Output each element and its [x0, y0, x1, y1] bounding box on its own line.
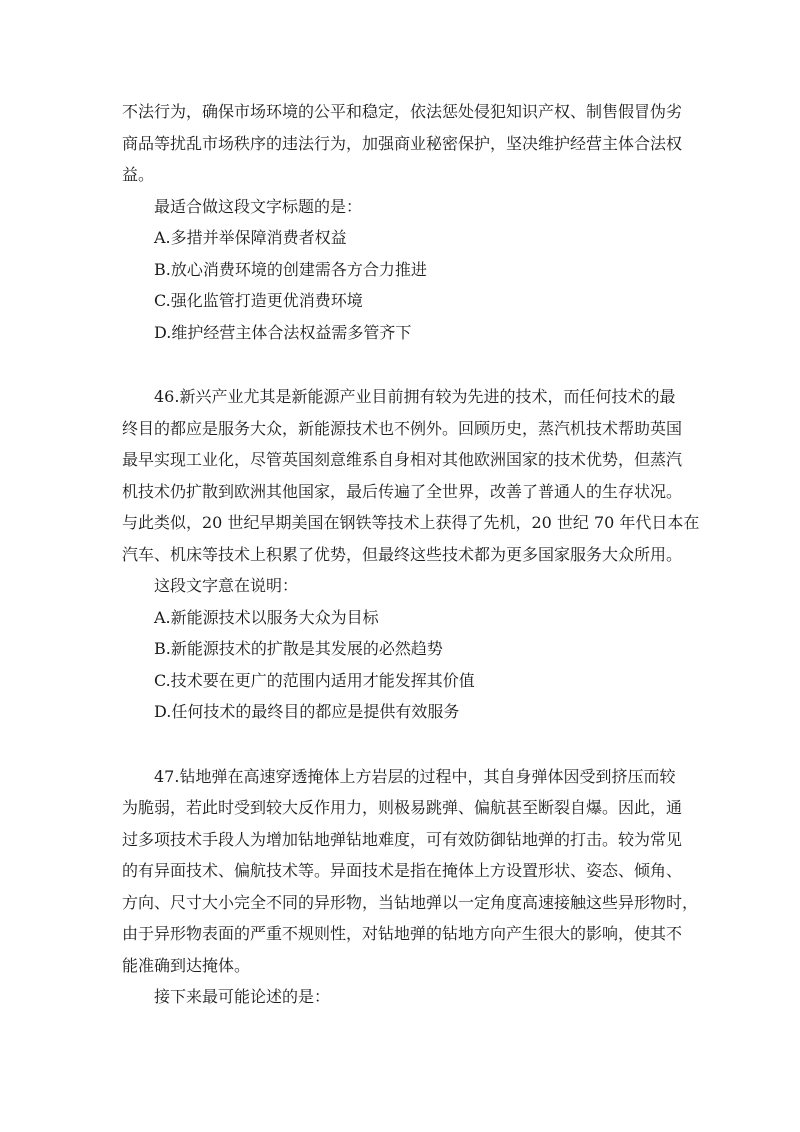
option-b: B.放心消费环境的创建需各方合力推进 [154, 259, 427, 279]
passage-line: 由于异形物表面的严重不规则性，对钻地弹的钻地方向产生很大的影响，使其不 [122, 924, 683, 943]
passage-line: 方向、尺寸大小完全不同的异形物，当钻地弹以一定角度高速接触这些异形物时， [122, 892, 699, 912]
spacer [122, 728, 690, 761]
passage-line: 机技术仍扩散到欧洲其他国家，最后传遍了全世界，改善了普通人的生存状况。 [122, 481, 683, 501]
passage-line: 益。 [122, 165, 155, 184]
question-47-block [122, 761, 699, 1013]
passage-line: 商品等扰乱市场秩序的违法行为，加强商业秘密保护，坚决维护经营主体合法权 [122, 133, 683, 153]
spacer [122, 348, 690, 381]
question-46-block [122, 381, 700, 728]
passage-line: 的有异面技术、偏航技术等。异面技术是指在掩体上方设置形状、姿态、倾角、 [122, 861, 683, 880]
question-prompt: 最适合做这段文字标题的是： [154, 196, 363, 216]
passage-line: 终目的都应是服务大众，新能源技术也不例外。回顾历史，蒸汽机技术帮助英国 [122, 418, 683, 438]
page-content [122, 96, 700, 1013]
passage-line: 为脆弱，若此时受到较大反作用力，则极易跳弹、偏航甚至断裂自爆。因此，通 [122, 798, 683, 817]
question-prompt: 接下来最可能论述的是： [154, 987, 331, 1006]
passage-line: 汽车、机床等技术上积累了优势，但最终这些技术都为更多国家服务大众所用。 [122, 544, 683, 564]
question-prompt: 这段文字意在说明： [154, 576, 299, 595]
prev-question-block [122, 96, 690, 348]
option-d: D.任何技术的最终目的都应是提供有效服务 [154, 702, 460, 721]
passage-line: 与此类似，20 世纪早期美国在钢铁等技术上获得了先机，20 世纪 70 年代日本在 [122, 513, 700, 532]
option-c: C.强化监管打造更优消费环境 [154, 291, 363, 310]
option-c: C.技术要在更广的范围内适用才能发挥其价值 [154, 670, 475, 690]
passage-line: 47.钻地弹在高速穿透掩体上方岩层的过程中，其自身弹体因受到挤压而较 [154, 766, 676, 786]
passage-line: 最早实现工业化，尽管英国刻意维系自身相对其他欧洲国家的技术优势，但蒸汽 [122, 450, 683, 469]
option-d: D.维护经营主体合法权益需多管齐下 [154, 322, 412, 342]
passage-line: 46.新兴产业尤其是新能源产业目前拥有较为先进的技术，而任何技术的最 [154, 387, 676, 406]
option-b: B.新能源技术的扩散是其发展的必然趋势 [154, 639, 443, 658]
option-a: A.新能源技术以服务大众为目标 [154, 607, 379, 627]
passage-line: 能准确到达掩体。 [122, 955, 251, 975]
passage-line: 过多项技术手段人为增加钻地弹钻地难度，可有效防御钻地弹的打击。较为常见 [122, 829, 683, 849]
option-a: A.多措并举保障消费者权益 [154, 228, 347, 247]
passage-line: 不法行为，确保市场环境的公平和稳定，依法惩处侵犯知识产权、制售假冒伪劣 [122, 102, 683, 121]
